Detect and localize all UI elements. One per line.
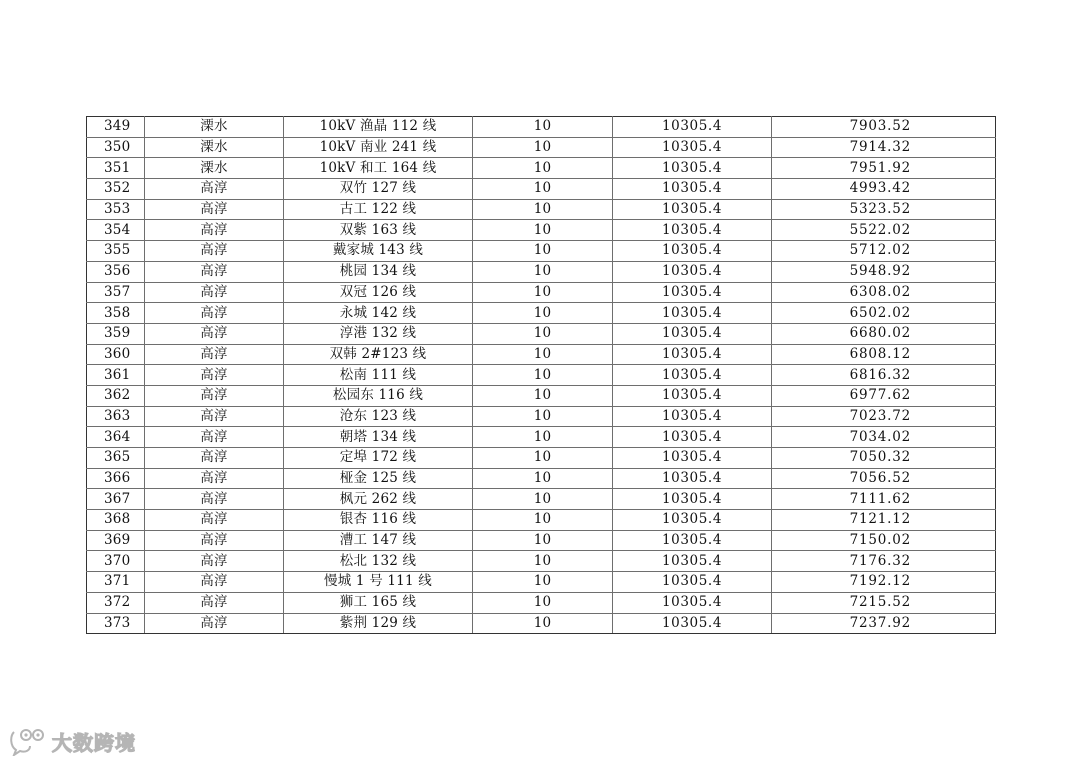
voltage-cell: 10 bbox=[473, 344, 613, 365]
value-cell: 10305.4 bbox=[613, 282, 772, 303]
value-cell: 10305.4 bbox=[613, 592, 772, 613]
district-cell: 高淳 bbox=[145, 365, 284, 386]
row-index-cell: 369 bbox=[87, 530, 145, 551]
table-row bbox=[87, 427, 996, 448]
amount-cell: 6502.02 bbox=[772, 303, 996, 324]
district-cell: 高淳 bbox=[145, 427, 284, 448]
value-cell: 10305.4 bbox=[613, 510, 772, 531]
line-name-cell: 松北 132 线 bbox=[284, 551, 473, 572]
line-name-cell: 双韩 2#123 线 bbox=[284, 344, 473, 365]
row-index-cell: 363 bbox=[87, 406, 145, 427]
value-cell: 10305.4 bbox=[613, 530, 772, 551]
amount-cell: 4993.42 bbox=[772, 179, 996, 200]
line-name-cell: 银杏 116 线 bbox=[284, 510, 473, 531]
row-index-cell: 362 bbox=[87, 385, 145, 406]
amount-cell: 6680.02 bbox=[772, 323, 996, 344]
row-index-cell: 370 bbox=[87, 551, 145, 572]
district-cell: 高淳 bbox=[145, 282, 284, 303]
watermark bbox=[8, 726, 136, 756]
voltage-cell: 10 bbox=[473, 427, 613, 448]
value-cell: 10305.4 bbox=[613, 365, 772, 386]
amount-cell: 5948.92 bbox=[772, 261, 996, 282]
line-name-cell: 沧东 123 线 bbox=[284, 406, 473, 427]
table-row bbox=[87, 365, 996, 386]
amount-cell: 6977.62 bbox=[772, 385, 996, 406]
voltage-cell: 10 bbox=[473, 592, 613, 613]
line-name-cell: 慢城 1 号 111 线 bbox=[284, 572, 473, 593]
value-cell: 10305.4 bbox=[613, 303, 772, 324]
table-row bbox=[87, 282, 996, 303]
amount-cell: 5323.52 bbox=[772, 199, 996, 220]
voltage-cell: 10 bbox=[473, 468, 613, 489]
amount-cell: 7150.02 bbox=[772, 530, 996, 551]
district-cell: 溧水 bbox=[145, 117, 284, 138]
line-name-cell: 朝塔 134 线 bbox=[284, 427, 473, 448]
voltage-cell: 10 bbox=[473, 385, 613, 406]
line-name-cell: 漕工 147 线 bbox=[284, 530, 473, 551]
table-row bbox=[87, 510, 996, 531]
data-table bbox=[86, 116, 996, 634]
district-cell: 高淳 bbox=[145, 613, 284, 634]
row-index-cell: 354 bbox=[87, 220, 145, 241]
district-cell: 高淳 bbox=[145, 489, 284, 510]
line-name-cell: 狮工 165 线 bbox=[284, 592, 473, 613]
amount-cell: 7034.02 bbox=[772, 427, 996, 448]
value-cell: 10305.4 bbox=[613, 323, 772, 344]
amount-cell: 7050.32 bbox=[772, 448, 996, 469]
amount-cell: 5712.02 bbox=[772, 241, 996, 262]
row-index-cell: 359 bbox=[87, 323, 145, 344]
line-name-cell: 紫荆 129 线 bbox=[284, 613, 473, 634]
value-cell: 10305.4 bbox=[613, 199, 772, 220]
row-index-cell: 364 bbox=[87, 427, 145, 448]
amount-cell: 7903.52 bbox=[772, 117, 996, 138]
line-name-cell: 10kV 和工 164 线 bbox=[284, 158, 473, 179]
amount-cell: 7121.12 bbox=[772, 510, 996, 531]
table-row bbox=[87, 241, 996, 262]
voltage-cell: 10 bbox=[473, 158, 613, 179]
line-name-cell: 松园东 116 线 bbox=[284, 385, 473, 406]
table-row bbox=[87, 613, 996, 634]
row-index-cell: 365 bbox=[87, 448, 145, 469]
row-index-cell: 367 bbox=[87, 489, 145, 510]
amount-cell: 5522.02 bbox=[772, 220, 996, 241]
value-cell: 10305.4 bbox=[613, 489, 772, 510]
district-cell: 高淳 bbox=[145, 530, 284, 551]
district-cell: 高淳 bbox=[145, 572, 284, 593]
line-name-cell: 戴家城 143 线 bbox=[284, 241, 473, 262]
value-cell: 10305.4 bbox=[613, 261, 772, 282]
table-row bbox=[87, 323, 996, 344]
voltage-cell: 10 bbox=[473, 199, 613, 220]
row-index-cell: 352 bbox=[87, 179, 145, 200]
district-cell: 高淳 bbox=[145, 344, 284, 365]
row-index-cell: 373 bbox=[87, 613, 145, 634]
row-index-cell: 353 bbox=[87, 199, 145, 220]
row-index-cell: 372 bbox=[87, 592, 145, 613]
voltage-cell: 10 bbox=[473, 137, 613, 158]
row-index-cell: 371 bbox=[87, 572, 145, 593]
voltage-cell: 10 bbox=[473, 220, 613, 241]
district-cell: 高淳 bbox=[145, 220, 284, 241]
amount-cell: 7951.92 bbox=[772, 158, 996, 179]
amount-cell: 7237.92 bbox=[772, 613, 996, 634]
amount-cell: 6308.02 bbox=[772, 282, 996, 303]
voltage-cell: 10 bbox=[473, 282, 613, 303]
value-cell: 10305.4 bbox=[613, 385, 772, 406]
table-row bbox=[87, 344, 996, 365]
line-name-cell: 桃园 134 线 bbox=[284, 261, 473, 282]
district-cell: 高淳 bbox=[145, 592, 284, 613]
table-body bbox=[87, 117, 996, 634]
value-cell: 10305.4 bbox=[613, 137, 772, 158]
voltage-cell: 10 bbox=[473, 530, 613, 551]
line-name-cell: 10kV 渔晶 112 线 bbox=[284, 117, 473, 138]
table-row bbox=[87, 303, 996, 324]
value-cell: 10305.4 bbox=[613, 241, 772, 262]
district-cell: 高淳 bbox=[145, 510, 284, 531]
table-row bbox=[87, 448, 996, 469]
district-cell: 高淳 bbox=[145, 323, 284, 344]
table-row bbox=[87, 158, 996, 179]
voltage-cell: 10 bbox=[473, 406, 613, 427]
row-index-cell: 366 bbox=[87, 468, 145, 489]
amount-cell: 7023.72 bbox=[772, 406, 996, 427]
district-cell: 溧水 bbox=[145, 137, 284, 158]
amount-cell: 7914.32 bbox=[772, 137, 996, 158]
row-index-cell: 356 bbox=[87, 261, 145, 282]
table-row bbox=[87, 406, 996, 427]
watermark-text: 大数跨境 bbox=[52, 730, 136, 755]
value-cell: 10305.4 bbox=[613, 468, 772, 489]
table-row bbox=[87, 551, 996, 572]
value-cell: 10305.4 bbox=[613, 613, 772, 634]
amount-cell: 7192.12 bbox=[772, 572, 996, 593]
voltage-cell: 10 bbox=[473, 613, 613, 634]
line-name-cell: 双紫 163 线 bbox=[284, 220, 473, 241]
district-cell: 高淳 bbox=[145, 179, 284, 200]
row-index-cell: 357 bbox=[87, 282, 145, 303]
table-row bbox=[87, 137, 996, 158]
table-row bbox=[87, 199, 996, 220]
table-row bbox=[87, 220, 996, 241]
district-cell: 溧水 bbox=[145, 158, 284, 179]
voltage-cell: 10 bbox=[473, 572, 613, 593]
voltage-cell: 10 bbox=[473, 365, 613, 386]
value-cell: 10305.4 bbox=[613, 572, 772, 593]
value-cell: 10305.4 bbox=[613, 448, 772, 469]
district-cell: 高淳 bbox=[145, 468, 284, 489]
voltage-cell: 10 bbox=[473, 179, 613, 200]
line-name-cell: 永城 142 线 bbox=[284, 303, 473, 324]
voltage-cell: 10 bbox=[473, 551, 613, 572]
voltage-cell: 10 bbox=[473, 261, 613, 282]
district-cell: 高淳 bbox=[145, 241, 284, 262]
voltage-cell: 10 bbox=[473, 489, 613, 510]
table-row bbox=[87, 117, 996, 138]
value-cell: 10305.4 bbox=[613, 117, 772, 138]
line-name-cell: 10kV 南业 241 线 bbox=[284, 137, 473, 158]
voltage-cell: 10 bbox=[473, 323, 613, 344]
voltage-cell: 10 bbox=[473, 241, 613, 262]
row-index-cell: 349 bbox=[87, 117, 145, 138]
district-cell: 高淳 bbox=[145, 406, 284, 427]
table-row bbox=[87, 385, 996, 406]
amount-cell: 7215.52 bbox=[772, 592, 996, 613]
amount-cell: 7176.32 bbox=[772, 551, 996, 572]
line-name-cell: 古工 122 线 bbox=[284, 199, 473, 220]
row-index-cell: 355 bbox=[87, 241, 145, 262]
table-row bbox=[87, 261, 996, 282]
table-row bbox=[87, 468, 996, 489]
table-row bbox=[87, 592, 996, 613]
district-cell: 高淳 bbox=[145, 551, 284, 572]
line-name-cell: 松南 111 线 bbox=[284, 365, 473, 386]
row-index-cell: 361 bbox=[87, 365, 145, 386]
district-cell: 高淳 bbox=[145, 448, 284, 469]
value-cell: 10305.4 bbox=[613, 344, 772, 365]
row-index-cell: 360 bbox=[87, 344, 145, 365]
table-row bbox=[87, 179, 996, 200]
voltage-cell: 10 bbox=[473, 448, 613, 469]
voltage-cell: 10 bbox=[473, 117, 613, 138]
line-name-cell: 淳港 132 线 bbox=[284, 323, 473, 344]
table-row bbox=[87, 572, 996, 593]
line-name-cell: 枫元 262 线 bbox=[284, 489, 473, 510]
value-cell: 10305.4 bbox=[613, 551, 772, 572]
line-name-cell: 定埠 172 线 bbox=[284, 448, 473, 469]
line-name-cell: 双竹 127 线 bbox=[284, 179, 473, 200]
voltage-cell: 10 bbox=[473, 510, 613, 531]
value-cell: 10305.4 bbox=[613, 158, 772, 179]
district-cell: 高淳 bbox=[145, 261, 284, 282]
row-index-cell: 351 bbox=[87, 158, 145, 179]
line-name-cell: 桠金 125 线 bbox=[284, 468, 473, 489]
amount-cell: 7111.62 bbox=[772, 489, 996, 510]
value-cell: 10305.4 bbox=[613, 179, 772, 200]
speech-bubble-logo-icon bbox=[8, 726, 48, 756]
amount-cell: 6816.32 bbox=[772, 365, 996, 386]
row-index-cell: 350 bbox=[87, 137, 145, 158]
value-cell: 10305.4 bbox=[613, 406, 772, 427]
value-cell: 10305.4 bbox=[613, 220, 772, 241]
value-cell: 10305.4 bbox=[613, 427, 772, 448]
amount-cell: 7056.52 bbox=[772, 468, 996, 489]
district-cell: 高淳 bbox=[145, 303, 284, 324]
table-row bbox=[87, 489, 996, 510]
amount-cell: 6808.12 bbox=[772, 344, 996, 365]
row-index-cell: 358 bbox=[87, 303, 145, 324]
line-name-cell: 双冠 126 线 bbox=[284, 282, 473, 303]
district-cell: 高淳 bbox=[145, 199, 284, 220]
table-row bbox=[87, 530, 996, 551]
row-index-cell: 368 bbox=[87, 510, 145, 531]
district-cell: 高淳 bbox=[145, 385, 284, 406]
voltage-cell: 10 bbox=[473, 303, 613, 324]
